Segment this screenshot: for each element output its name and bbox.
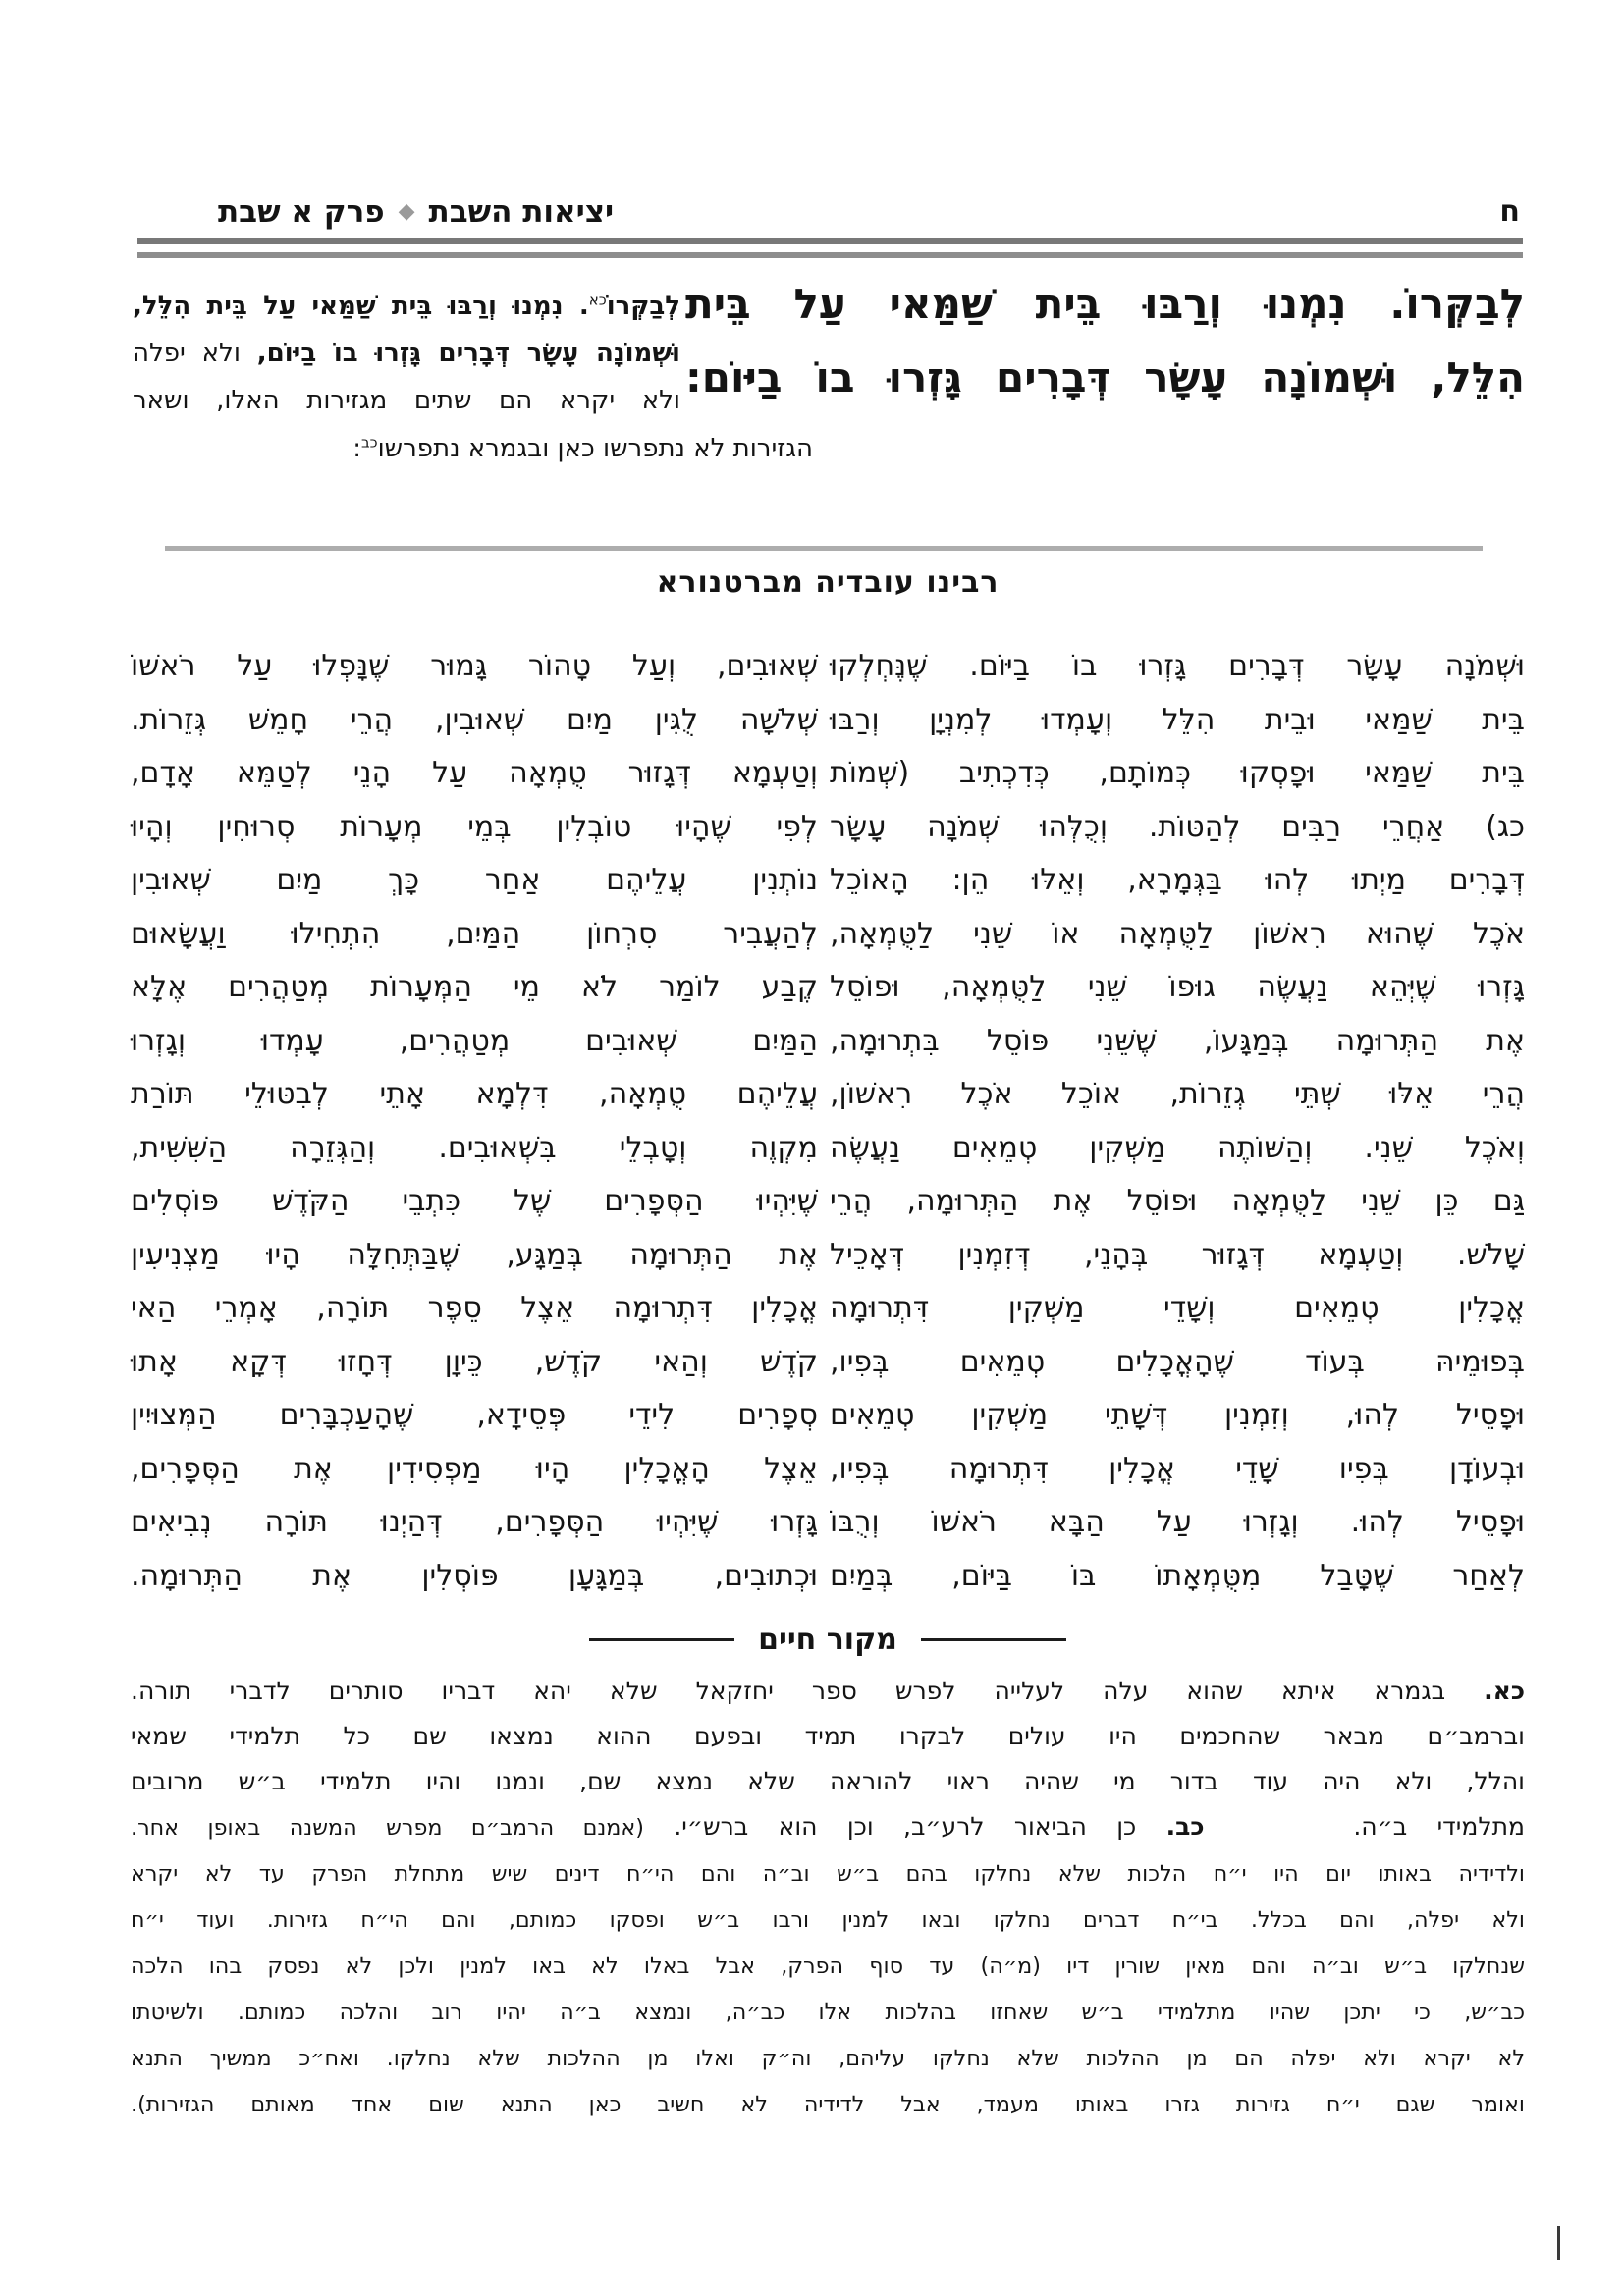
text-segment: כן הביאור לרע״ב, וכן הוא ברש״י. <box>643 1812 1166 1841</box>
text-line <box>131 1896 1525 1943</box>
section-rule <box>165 546 1483 551</box>
text-line: וּפָסֵיל לְהוּ. וְגָזְרוּ עַל הַבָּא רֹאשׁוֹ וְרֻבּוֹ <box>830 1505 1525 1539</box>
text-segment: שנחלקו ב״ש וב״ה והם מאין שורין דיו (מ״ה) עד סוף הפרק, אבל באלו לא באו למנין ולכן לא נפסק בהו הלכה <box>131 1953 1525 1979</box>
text-segment: הגזירות לא נתפרשו כאן ובגמרא נתפרשו <box>377 434 813 463</box>
text-line: לְבַקְּרוֹ. נִמְנוּ וְרַבּוּ בֵּית שַׁמַּאי עַל בֵּית <box>685 280 1525 328</box>
text-line <box>133 377 680 424</box>
text-line: אֶת הַתְּרוּמָה בְּמַגָּעוֹ, שֶׁשֵּׁנִי פּוֹסֵל בִּתְרוּמָה, <box>830 1023 1525 1058</box>
text-line: אֳכָלִין דִּתְרוּמָה אֵצֶל סֵפֶר תּוֹרָה, אָמְרֵי הַאי <box>131 1291 818 1325</box>
text-line: קֶבַע לוֹמַר לֹא מֵי הַמְּעָרוֹת מְטַהֲרִים אֶלָּא <box>131 970 818 1004</box>
text-segment: (אמנם הרמב״ם מפרש המשנה באופן אחר. <box>131 1815 644 1841</box>
text-line: שְׁאוּבִים, וְעַל טָהוֹר גָּמוּר שֶׁנָּפְלוּ עַל רֹאשׁוֹ <box>131 649 818 683</box>
tractate-chapter: פרק א שבת <box>218 194 385 230</box>
text-segment: ואומר שגם י״ח גזירות גזרו באותו מעמד, אבל לדידיה לא חשיב כאן התנא שום אחד מאותם הגזירות). <box>131 2092 1525 2117</box>
text-line: וְטַעְמָא דְּגָזוּר טֻמְאָה עַל הָנֵי לְטַמֵּא אָדָם, <box>131 756 818 790</box>
bartenura-column-right <box>830 640 1525 1603</box>
text-line <box>133 283 680 330</box>
text-line <box>131 1850 1525 1896</box>
divider-dash-left <box>589 1638 734 1641</box>
text-line: אֵצֶל הָאֳכָלִין הָיוּ מַפְסִידִין אֶת הַסְּפָרִים, <box>131 1451 818 1486</box>
text-line <box>133 330 680 377</box>
text-segment: ולדידיה באותו יום היו י״ח הלכות שלא נחלקו בהם ב״ש וב״ה והם הי״ח דינים שיש מתחלת הפרק עד לא יקרא <box>131 1861 1525 1887</box>
text-line: נוֹתְנִין עֲלֵיהֶם אַחַר כָּךְ מַיִם שְׁאוּבִין <box>131 863 818 897</box>
text-line: גָּזְרוּ שֶׁיְּהֵא נַעֲשֶׂה גוּפוֹ שֵׁנִי לַטֻּמְאָה, וּפוֹסֵל <box>830 970 1525 1004</box>
text-line: וּכְתוּבִים, בְּמַגָּעָן פּוֹסְלִין אֶת הַתְּרוּמָה. <box>131 1558 818 1593</box>
text-segment: מתלמידי ב״ה. <box>1204 1812 1525 1841</box>
text-line: וּפָסֵיל לְהוּ, וְזִמְנִין דְּשָׁתֵי מַשְׁקִין טְמֵאִים <box>830 1398 1525 1432</box>
header-rule-top <box>137 238 1523 244</box>
text-line <box>131 2035 1525 2081</box>
text-segment: נִמְנוּ וְרַבּוּ בֵּית שַׁמַּאי עַל בֵּית הִלֵּל, <box>133 292 564 321</box>
page-edge-mark <box>1557 2226 1560 2260</box>
text-line <box>352 425 813 472</box>
text-segment: לְבַקְּרוֹ <box>606 292 680 321</box>
running-header <box>218 194 614 230</box>
text-segment: בגמרא איתא שהוא עלה לעלייה לפרש ספר יחזקאל שלא יהא דבריו סותרים לדברי תורה. <box>131 1677 1485 1705</box>
page-number: ח <box>1499 194 1520 229</box>
mishnah-commentary <box>133 283 680 424</box>
text-line: וּבְעוֹדָן בְּפִיו שָׁדֵי אֳכָלִין דִּתְרוּמָה בְּפִיו, <box>830 1451 1525 1486</box>
text-line: בֵּית שַׁמַּאי וּבֵית הִלֵּל וְעָמְדוּ לְמִנְיָן וְרַבּוּ <box>830 702 1525 737</box>
text-line: גַּם כֵּן שֵׁנִי לַטֻּמְאָה וּפוֹסֵל אֶת הַתְּרוּמָה, הֲרֵי <box>830 1184 1525 1218</box>
divider-dash-right <box>921 1638 1066 1641</box>
text-line: וְאֹכֶל שֵׁנִי. וְהַשּׁוֹתֶה מַשְׁקִין טְמֵאִים נַעֲשֶׂה <box>830 1130 1525 1165</box>
text-line: שֶׁיִּהְיוּ הַסְּפָרִים שֶׁל כִּתְבֵי הַקֹּדֶשׁ פּוֹסְלִים <box>131 1184 818 1218</box>
text-segment: והלל, ולא היה עוד בדור מי שהיה ראוי להוראה שלא נמצא שם, ונמנו והיו תלמידי ב״ש מרובים <box>131 1767 1525 1795</box>
text-line: הַמַּיִם שְׁאוּבִים מְטַהֲרִים, עָמְדוּ וְגָזְרוּ <box>131 1023 818 1058</box>
text-segment: : <box>352 434 361 463</box>
text-line: אֳכָלִין טְמֵאִים וְשָׁדֵי מַשְׁקִין דִּתְרוּמָה <box>830 1291 1525 1325</box>
text-line <box>131 1714 1525 1759</box>
text-line <box>131 1804 1525 1850</box>
text-line: מִקְוֶה וְטָבְלֵי בִּשְׁאוּבִים. וְהַגְּזֵרָה הַשִּׁשִּׁית, <box>131 1130 818 1165</box>
text-segment: ולא יפלה, והם בכלל. בי״ח דברים נחלקו ובאו למנין ורבו ב״ש ופסקו כמותם, והם הי״ח גזירות. ועוד י״ח <box>131 1907 1525 1933</box>
text-line <box>131 1943 1525 1989</box>
text-line: הֲרֵי אֵלּוּ שְׁתֵּי גְזֵרוֹת, אוֹכֵל אֹכֶל רִאשׁוֹן, <box>830 1077 1525 1111</box>
mishnah-text <box>685 267 1525 414</box>
text-segment: כב. <box>1165 1812 1205 1841</box>
text-segment: ולא יפלה <box>133 339 257 368</box>
mekor-chaim-heading: מקור חיים <box>758 1622 897 1657</box>
mekor-chaim-divider <box>131 1618 1525 1661</box>
text-line <box>131 1669 1525 1714</box>
chapter-name: יציאות השבת <box>428 194 615 230</box>
text-segment: כב״ש, כי יתכן שהיו מתלמידי ב״ש שאחזו בהלכות אלו כב״ה, ונמצא ב״ה יהיו רוב והלכה כמותם. ולשיטתו <box>131 2000 1525 2025</box>
text-line: קֹדֶשׁ וְהַאי קֹדֶשׁ, כֵּיוָן דְּחָזוּ דְּקָא אָתוּ <box>131 1344 818 1379</box>
text-line: הִלֵּל, וּשְׁמוֹנָה עָשָׂר דְּבָרִים גָּזְרוּ בוֹ בַיּוֹם: <box>685 353 1525 401</box>
footnote-marker: כא <box>588 291 607 309</box>
diamond-icon: ◆ <box>398 199 415 224</box>
text-line: אֹכֶל שֶׁהוּא רִאשׁוֹן לַטֻּמְאָה אוֹ שֵׁנִי לַטֻּמְאָה, <box>830 916 1525 951</box>
text-segment: וברמב״ם מבאר שהחכמים היו עולים לבקרו תמיד ובפעם ההוא נמצאו שם כל תלמידי שמאי <box>131 1722 1525 1750</box>
text-line: אֶת הַתְּרוּמָה בְּמַגָּע, שֶׁבַּתְּחִלָּה הָיוּ מַצְנִיעִין <box>131 1237 818 1272</box>
text-line: עֲלֵיהֶם טֻמְאָה, דִּלְמָא אָתֵי לְבִטּוּלֵי תּוֹרַת <box>131 1077 818 1111</box>
text-segment: לא יקרא ולא יפלה הם מן ההלכות שלא נחלקו עליהם, וה״ק ואלו מן ההלכות שלא נחלקו. ואח״כ ממשיך התנא <box>131 2046 1525 2071</box>
text-segment: וּשְׁמוֹנָה עָשָׂר דְּבָרִים גָּזְרוּ בוֹ בַיּוֹם, <box>256 339 680 368</box>
text-segment: כא. <box>1484 1677 1525 1705</box>
text-line <box>131 2081 1525 2127</box>
text-line: בְּפוּמֵיהּ בְּעוֹד שֶׁהָאֳכָלִים טְמֵאִים בְּפִיו, <box>830 1344 1525 1379</box>
text-line: בֵּית שַׁמַּאי וּפָסְקוּ כְּמוֹתָם, כְּדִכְתִיב (שְׁמוֹת <box>830 756 1525 790</box>
text-line: לְאַחַר שֶׁטָּבַל מִטֻּמְאָתוֹ בּוֹ בַּיּוֹם, בְּמַיִם <box>830 1558 1525 1593</box>
header-rule-bottom <box>137 252 1523 258</box>
footnote-marker: כב <box>360 433 378 452</box>
text-line: לְפִי שֶׁהָיוּ טוֹבְלִין בְּמֵי מְעָרוֹת סְרוּחִין וְהָיוּ <box>131 809 818 844</box>
text-line <box>131 1759 1525 1804</box>
text-line: סְפָרִים לִידֵי פְּסֵידָא, שֶׁהָעַכְבָּרִים הַמְּצוּיִין <box>131 1398 818 1432</box>
text-line: כג) אַחֲרֵי רַבִּים לְהַטּוֹת. וְכֻלְּהוּ שְׁמֹנָה עָשָׂר <box>830 809 1525 844</box>
text-segment: . <box>563 292 589 321</box>
text-segment: ולא יקרא הם שתים מגזירות האלו, ושאר <box>133 386 680 415</box>
mekor-chaim-notes <box>131 1669 1525 2127</box>
text-line <box>131 1989 1525 2035</box>
text-line: שָׁלֹשׁ. וְטַעְמָא דְּגָזוּר בְּהָנֵי, דְּזִמְנִין דְּאָכֵיל <box>830 1237 1525 1272</box>
text-line: שְׁלֹשָׁה לֻגִּין מַיִם שְׁאוּבִין, הֲרֵי חָמֵשׁ גְּזֵרוֹת. <box>131 702 818 737</box>
bartenura-column-left <box>131 640 818 1603</box>
text-line: וּשְׁמֹנָה עָשָׂר דְּבָרִים גָּזְרוּ בוֹ בַיּוֹם. שֶׁנֶּחְלְקוּ <box>830 649 1525 683</box>
bartenura-heading: רבינו עובדיה מברטנורא <box>656 565 1000 600</box>
text-line: דְּבָרִים מַיְתוּ לְהוּ בַּגְּמָרָא, וְאֵלּוּ הֵן: הָאוֹכֵל <box>830 863 1525 897</box>
mishnah-commentary-continuation <box>352 425 813 472</box>
text-line: גָּזְרוּ שֶׁיִּהְיוּ הַסְּפָרִים, דְּהַיְנוּ תּוֹרָה נְבִיאִים <box>131 1505 818 1539</box>
text-line: לְהַעֲבִיר סִרְחוֹן הַמַּיִם, הִתְחִילוּ וַעֲשָׂאוּם <box>131 916 818 951</box>
